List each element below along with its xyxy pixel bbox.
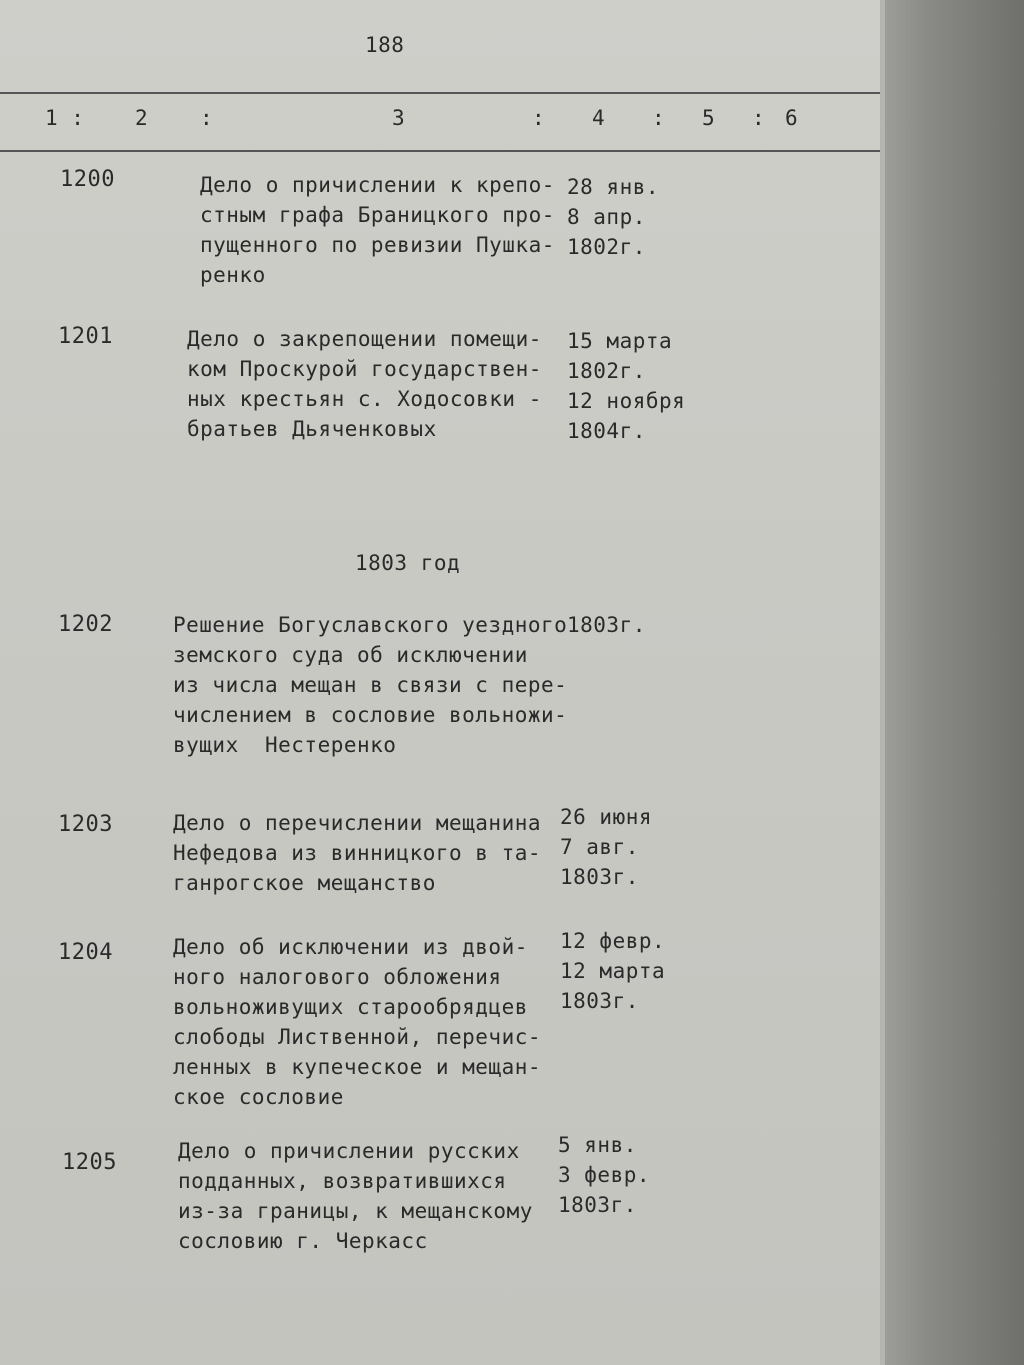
- entry-description: Дело о перечислении мещанина Нефедова из винницкого в та- ганрогское мещанство: [173, 811, 542, 895]
- entry-description: Дело о причислении русских подданных, возвратившихся из-за границы, к мещанскому сословию г. Черкасс: [178, 1139, 533, 1253]
- entry-description: Дело о причислении к крепо- стным графа Браницкого про- пущенного по ревизии Пушка- ренко: [200, 173, 555, 287]
- entry-description: Дело об исключении из двой- ного налогового обложения вольноживущих старообрядцев слободы Лиственной, перечис- ленных в купеческое и мещан- ское сословие: [173, 935, 542, 1109]
- header-top-rule: [0, 92, 880, 94]
- header-bottom-rule: [0, 150, 880, 152]
- entry-number: 1204: [58, 940, 113, 965]
- column-separator: :: [200, 106, 214, 130]
- entry-description: Дело о закрепощении помещи- ком Проскурой государствен- ных крестьян с. Ходосовки - братьев Дьяченковых: [187, 327, 542, 441]
- page-shadow-edge: [885, 0, 1024, 1365]
- column-header-3: 3: [392, 106, 406, 130]
- entry-dates: 5 янв. 3 февр. 1803г.: [558, 1133, 651, 1217]
- entry-number: 1202: [58, 612, 113, 637]
- column-header-1: 1 :: [45, 106, 85, 130]
- column-separator: :: [532, 106, 546, 130]
- entry-dates: 1803г.: [567, 613, 646, 637]
- column-header-5: 5: [702, 106, 716, 130]
- entry-number: 1203: [58, 812, 113, 837]
- column-header-2: 2: [135, 106, 149, 130]
- year-heading: 1803 год: [355, 551, 461, 575]
- entry-dates: 15 марта 1802г. 12 ноября 1804г.: [567, 329, 686, 443]
- entry-dates: 28 янв. 8 апр. 1802г.: [567, 175, 660, 259]
- page-number: 188: [365, 33, 405, 57]
- column-separator: :: [652, 106, 666, 130]
- entry-number: 1200: [60, 167, 115, 192]
- entry-description: Решение Богуславского уездного земского суда об исключении из числа мещан в связи с пере- числением в сословие вольножи- вущих Нестеренко: [173, 613, 568, 757]
- column-separator: :: [752, 106, 766, 130]
- column-header-4: 4: [592, 106, 606, 130]
- entry-number: 1201: [58, 324, 113, 349]
- entry-number: 1205: [62, 1150, 117, 1175]
- entry-dates: 12 февр. 12 марта 1803г.: [560, 929, 666, 1013]
- entry-dates: 26 июня 7 авг. 1803г.: [560, 805, 653, 889]
- column-header-6: 6: [785, 106, 799, 130]
